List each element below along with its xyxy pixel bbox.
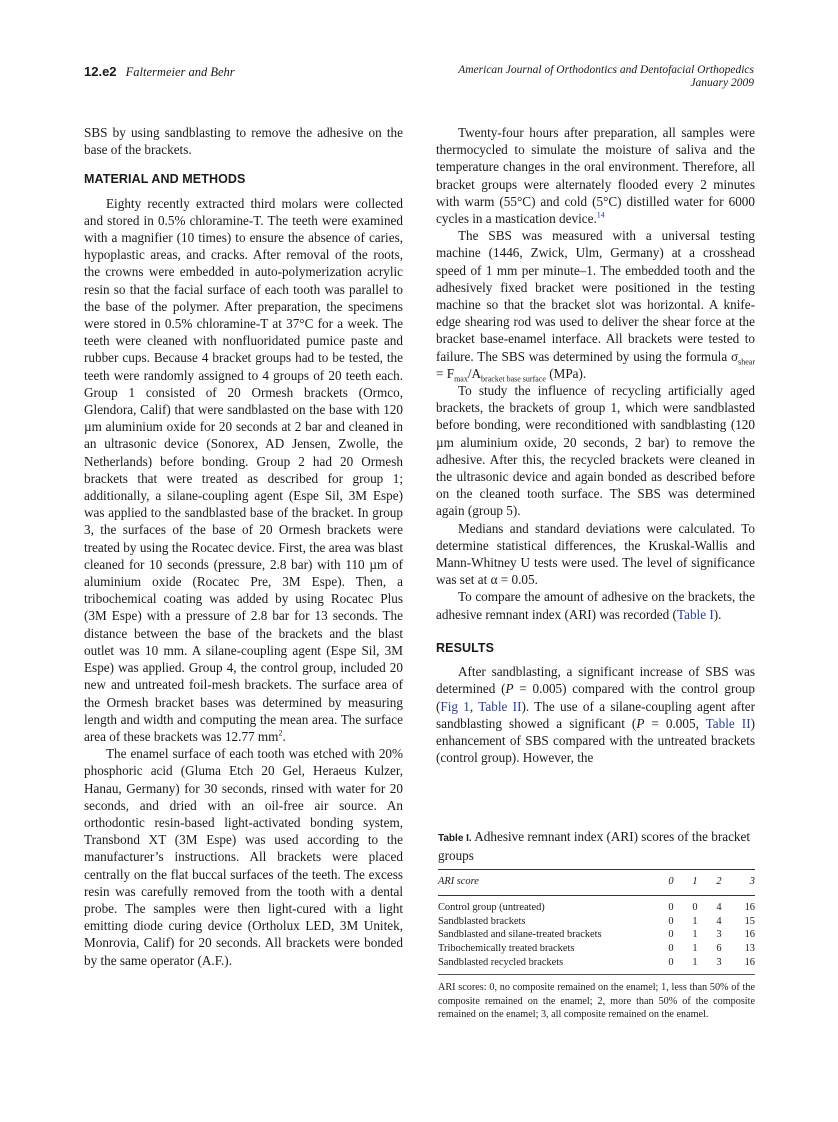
sbs-measurement-paragraph (436, 227, 755, 382)
cell-value: 0 (692, 901, 698, 913)
author-names: Faltermeier and Behr (125, 65, 235, 79)
sbs-text: The SBS was measured with a universal testing machine (1446, Zwick, Ulm, Germany) at a crosshead speed of 1 mm per minute–1. The embedded tooth and the adhesively fixed bracket were positioned in the testing machine so that the bracket slot was horizontal. A knife-edge shearing rod was used to deliver the shear force at the bracket base-enamel interface. All brackets were tested to failure. The SBS was determined by using the formula σ (436, 228, 755, 364)
table-row (438, 928, 755, 942)
intro-tail-paragraph: SBS by using sandblasting to remove the adhesive on the base of the brackets. (84, 125, 403, 158)
cell-value: 1 (692, 929, 698, 941)
group-name: Tribochemically treated brackets (438, 943, 575, 955)
ari-end: ). (713, 606, 722, 622)
cell-value: 16 (744, 956, 755, 968)
thermocycling-text: Twenty-four hours after preparation, all samples were thermocycled to simulate the moisture of saliva and the temperature changes in the oral environment. Therefore, all bracket groups were alternately flooded every 2 minutes with warm (55°C) and cold (5°C) distilled water for 6000 cycles in a mastication device. (436, 125, 755, 227)
methods-paragraph-1-text: Eighty recently extracted third molars were collected and stored in 0.5% chloramine-T. The teeth were examined with a magnifier (10 times) to ensure the absence of caries, hypoplastic areas, and cracks. After removal of the roots, the crowns were embedded in auto-polymerization acrylic resin so that the facial surface of each tooth was parallel to the base of the polymer. After preparation, the specimens were stored in 0.5% chloramine-T at 37°C for a week. The teeth were cleaned with nonfluoridated pumice paste and rubber cups. Because 4 bracket groups had to be tested, the teeth were randomly assigned to 4 groups of 20 teeth each. Group 1 consisted of 20 Ormesh brackets (Ormco, Glendora, Calif) that were sandblasted on the base with 120 µm aluminium oxide for 20 seconds at 2 bar and cleaned in an ultrasonic device (Sonorex, AD Jensen, Zwolle, the Netherlands) before bonding. Group 2 had 20 Ormesh brackets that were treated as described for group 1; additionally, a silane-coupling agent (Espe Sil, 3M Espe) was applied to the sandblasted base of the bracket. In group 3, the surfaces of the base of 20 Ormesh brackets were treated by using the Rocatec device. First, the area was blast cleaned for 10 seconds (pressure, 2.8 bar) with 110 µm of aluminium oxide (Rocatec Pre, 3M Espe). Then, a tribochemical coating was added by using Rocatec Plus (3M Espe) with a pressure of 2.8 bar for 13 seconds. The distance between the base of the brackets and the blast outlet was 10 mm. A silane-coupling agent (Espe Sil, 3M Espe) was applied. Group 4, the control group, included 20 new and untreated foil-mesh brackets. The surface area of the Ormesh bracket bases was determined by measuring length and width and computing the mean area. The surface area of these brackets was 12.77 mm (84, 195, 403, 744)
p-value-symbol: P (505, 681, 514, 697)
table-i-link[interactable]: Table I (676, 606, 714, 622)
group-name: Sandblasted and silane-treated brackets (438, 929, 602, 941)
subscript-max: max (454, 374, 468, 384)
table-caption-text: Adhesive remnant index (ARI) scores of the bracket groups (438, 829, 751, 863)
left-column (84, 124, 403, 969)
column-header-3: 3 (749, 876, 755, 887)
table-row (438, 956, 755, 974)
thermocycling-paragraph (436, 124, 755, 227)
table-caption (438, 828, 755, 864)
table-footnote: ARI scores: 0, no composite remained on the enamel; 1, less than 50% of the composite remained on the enamel; 2, more than 50% of the composite remained on the enamel; 3, all composite remained on the enamel. (438, 981, 755, 1021)
column-header-1: 1 (692, 876, 698, 887)
cell-value: 13 (744, 943, 755, 955)
running-head-right (458, 64, 754, 90)
period: . (282, 728, 286, 744)
formula-unit: (MPa). (545, 365, 587, 381)
running-head (84, 64, 754, 94)
cell-value: 15 (744, 915, 755, 927)
recycling-paragraph: To study the influence of recycling artificially aged brackets, the brackets of group 1, which were sandblasted before bonding, were reconditioned with sandblasting (120 µm aluminium oxide, 20 seconds, 2 bar) to remove the adhesive. After this, the recycled brackets were cleaned in the ultrasonic device and again bonded as described before on the cleaned tooth surface. The SBS was determined again (group 5). (436, 383, 755, 519)
table-ii-link[interactable]: Table II (478, 698, 522, 714)
cell-value: 16 (744, 901, 755, 913)
methods-paragraph-2: The enamel surface of each tooth was etched with 20% phosphoric acid (Gluma Etch 20 Gel, Heraeus Kulzer, Hanau, Germany) for 30 seconds, rinsed with water for 20 seconds, and dried with an oil-free air source. An orthodontic resin-based light-activated bonding system, Transbond XT (3M Espe) was used according to the manufacturer’s instructions. All brackets were placed centrally on the flat buccal surfaces of the teeth. The excess resin was carefully removed from the tooth with a dental probe. The samples were then light-cured with a light emitting diode curing device (Ortholux LED, 3M Unitek, Monrovia, Calif) for 20 seconds. All brackets were bonded by the same operator (A.F.). (84, 746, 403, 968)
results-text-b: = 0.005) compared with the control group ( (436, 681, 755, 714)
results-text-a: After sandblasting, a significant increase of SBS was determined ( (436, 664, 755, 697)
table-i (438, 828, 755, 1022)
formula-area: /A (467, 365, 482, 381)
results-text-c: , (469, 698, 479, 714)
superscript-squared: 2 (278, 728, 283, 738)
right-column (436, 124, 755, 766)
formula-equals: = F (436, 365, 455, 381)
statistics-paragraph: Medians and standard deviations were calculated. To determine statistical differences, the Kruskal-Wallis and Mann-Whitney U tests were used. The level of significance was set at α = 0.05. (436, 520, 755, 588)
cell-value: 3 (716, 929, 722, 941)
subscript-shear: shear (738, 357, 755, 367)
group-name: Control group (untreated) (438, 901, 545, 913)
cell-value: 1 (692, 956, 698, 968)
journal-title: American Journal of Orthodontics and Dentofacial Orthopedics (458, 64, 754, 76)
subscript-bracket-base-surface: bracket base surface (481, 374, 546, 384)
results-text-d: ). The use of a silane-coupling agent after sandblasting showed a significant ( (436, 698, 755, 731)
cell-value: 0 (668, 956, 674, 968)
cell-value: 1 (692, 943, 698, 955)
cell-value: 16 (744, 929, 755, 941)
cell-value: 6 (716, 943, 722, 955)
table-header-row (438, 870, 755, 896)
results-text-f: ) enhancement of SBS compared with the untreated brackets (control group). However, the (436, 715, 756, 766)
table-label: Table I. (438, 833, 472, 844)
cell-value: 3 (716, 956, 722, 968)
group-name: Sandblasted recycled brackets (438, 956, 564, 968)
page-number: 12.e2 (84, 64, 117, 79)
cell-value: 0 (668, 915, 674, 927)
cell-value: 4 (716, 915, 722, 927)
cell-value: 0 (668, 943, 674, 955)
ari-text: To compare the amount of adhesive on the brackets, the adhesive remnant index (ARI) was recorded ( (436, 589, 755, 622)
cell-value: 1 (692, 915, 698, 927)
cell-value: 0 (668, 929, 674, 941)
column-header-2: 2 (716, 876, 722, 887)
results-text-e: = 0.005, (644, 715, 706, 731)
table-row (438, 942, 755, 956)
methods-heading: MATERIAL AND METHODS (84, 172, 246, 187)
table-row (438, 895, 755, 914)
column-header-0: 0 (668, 876, 674, 887)
ari-table (438, 869, 755, 975)
ari-paragraph (436, 588, 755, 622)
running-head-left (84, 64, 235, 80)
cell-value: 4 (716, 901, 722, 913)
reference-link[interactable]: 14 (596, 210, 605, 220)
group-name: Sandblasted brackets (438, 915, 526, 927)
p-value-symbol: P (636, 715, 645, 731)
cell-value: 0 (668, 901, 674, 913)
fig-1-link[interactable]: Fig 1 (440, 698, 470, 714)
table-ii-link[interactable]: Table II (705, 715, 751, 731)
column-header-ari-score: ARI score (438, 876, 479, 887)
results-heading: RESULTS (436, 640, 495, 655)
table-row (438, 915, 755, 929)
issue-date: January 2009 (690, 77, 754, 89)
results-paragraph-1 (436, 663, 755, 766)
methods-paragraph-1 (84, 195, 403, 746)
